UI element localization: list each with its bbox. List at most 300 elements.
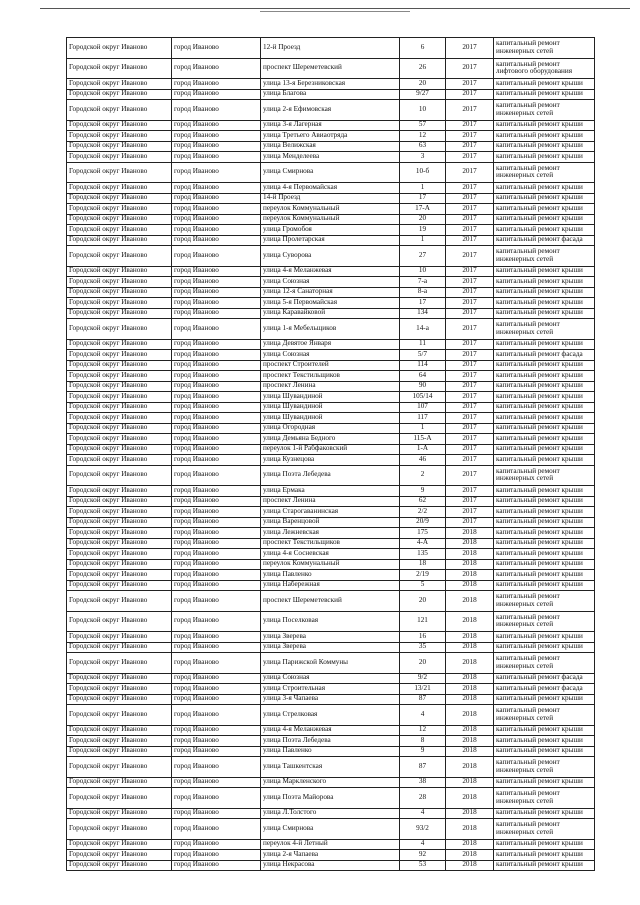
street-cell: улица 2-я Чапаева <box>261 850 400 861</box>
work-type-cell: капитальный ремонт крыши <box>494 423 595 434</box>
house-number-cell: 134 <box>400 308 446 319</box>
street-cell: улица 13-я Березниковская <box>261 79 400 90</box>
street-cell: улица 5-я Первомайская <box>261 298 400 309</box>
city-cell: город Иваново <box>172 444 261 455</box>
year-cell: 2017 <box>446 308 494 319</box>
year-cell: 2018 <box>446 528 494 539</box>
street-cell: улица Менделеева <box>261 152 400 163</box>
house-number-cell: 93/2 <box>400 819 446 840</box>
house-number-cell: 107 <box>400 402 446 413</box>
table-row <box>67 120 595 131</box>
district-cell: Городской округ Иваново <box>67 193 172 204</box>
work-type-cell: капитальный ремонт крыши <box>494 308 595 319</box>
city-cell: город Иваново <box>172 434 261 445</box>
year-cell: 2018 <box>446 757 494 778</box>
house-number-cell: 2/19 <box>400 570 446 581</box>
city-cell: город Иваново <box>172 183 261 194</box>
district-cell: Городской округ Иваново <box>67 819 172 840</box>
house-number-cell: 114 <box>400 360 446 371</box>
district-cell: Городской округ Иваново <box>67 152 172 163</box>
house-number-cell: 16 <box>400 632 446 643</box>
year-cell: 2017 <box>446 183 494 194</box>
street-cell: улица Демьяна Бедного <box>261 434 400 445</box>
city-cell: город Иваново <box>172 38 261 59</box>
house-number-cell: 4 <box>400 808 446 819</box>
work-type-cell: капитальный ремонт крыши <box>494 287 595 298</box>
house-number-cell: 20/9 <box>400 517 446 528</box>
street-cell: улица Старогаванинская <box>261 507 400 518</box>
work-type-cell: капитальный ремонт крыши <box>494 632 595 643</box>
district-cell: Городской округ Иваново <box>67 225 172 236</box>
table-row <box>67 757 595 778</box>
house-number-cell: 1 <box>400 235 446 246</box>
year-cell: 2017 <box>446 193 494 204</box>
city-cell: город Иваново <box>172 266 261 277</box>
work-type-cell: капитальный ремонт крыши <box>494 79 595 90</box>
table-row <box>67 580 595 591</box>
table-row <box>67 319 595 340</box>
district-cell: Городской округ Иваново <box>67 465 172 486</box>
year-cell: 2017 <box>446 89 494 100</box>
street-cell: улица 12-я Санаторная <box>261 287 400 298</box>
table-row <box>67 277 595 288</box>
street-cell: улица Набережная <box>261 580 400 591</box>
house-number-cell: 2/2 <box>400 507 446 518</box>
house-number-cell: 121 <box>400 611 446 632</box>
table-row <box>67 705 595 726</box>
street-cell: улица Стрелковая <box>261 705 400 726</box>
table-row <box>67 38 595 59</box>
table-row <box>67 308 595 319</box>
table-row <box>67 100 595 121</box>
work-type-cell: капитальный ремонт крыши <box>494 183 595 194</box>
street-cell: улица 4-я Меланжевая <box>261 266 400 277</box>
house-number-cell: 8-а <box>400 287 446 298</box>
street-cell: улица Кузнецова <box>261 455 400 466</box>
year-cell: 2018 <box>446 736 494 747</box>
work-type-cell: капитальный ремонт крыши <box>494 131 595 142</box>
city-cell: город Иваново <box>172 725 261 736</box>
district-cell: Городской округ Иваново <box>67 434 172 445</box>
district-cell: Городской округ Иваново <box>67 746 172 757</box>
year-cell: 2017 <box>446 235 494 246</box>
year-cell: 2017 <box>446 465 494 486</box>
street-cell: переулок Коммунальный <box>261 559 400 570</box>
work-type-cell: капитальный ремонт инженерных сетей <box>494 319 595 340</box>
work-type-cell: капитальный ремонт крыши <box>494 559 595 570</box>
work-type-cell: капитальный ремонт крыши <box>494 839 595 850</box>
district-cell: Городской округ Иваново <box>67 89 172 100</box>
work-type-cell: капитальный ремонт крыши <box>494 570 595 581</box>
street-cell: проспект Строителей <box>261 360 400 371</box>
table-row <box>67 444 595 455</box>
table-row <box>67 538 595 549</box>
house-number-cell: 9 <box>400 746 446 757</box>
street-cell: улица Лежневская <box>261 528 400 539</box>
district-cell: Городской округ Иваново <box>67 350 172 361</box>
work-type-cell: капитальный ремонт фасада <box>494 684 595 695</box>
year-cell: 2017 <box>446 277 494 288</box>
district-cell: Городской округ Иваново <box>67 204 172 215</box>
city-cell: город Иваново <box>172 528 261 539</box>
street-cell: улица Смирнова <box>261 819 400 840</box>
work-type-cell: капитальный ремонт крыши <box>494 339 595 350</box>
house-number-cell: 117 <box>400 413 446 424</box>
work-type-cell: капитальный ремонт крыши <box>494 860 595 871</box>
year-cell: 2017 <box>446 423 494 434</box>
city-cell: город Иваново <box>172 808 261 819</box>
year-cell: 2017 <box>446 517 494 528</box>
city-cell: город Иваново <box>172 277 261 288</box>
district-cell: Городской округ Иваново <box>67 214 172 225</box>
district-cell: Городской округ Иваново <box>67 319 172 340</box>
house-number-cell: 10 <box>400 100 446 121</box>
district-cell: Городской округ Иваново <box>67 371 172 382</box>
city-cell: город Иваново <box>172 350 261 361</box>
work-type-cell: капитальный ремонт инженерных сетей <box>494 611 595 632</box>
street-cell: улица Л.Толстого <box>261 808 400 819</box>
year-cell: 2018 <box>446 788 494 809</box>
house-number-cell: 63 <box>400 141 446 152</box>
work-type-cell: капитальный ремонт крыши <box>494 642 595 653</box>
year-cell: 2017 <box>446 350 494 361</box>
table-row <box>67 486 595 497</box>
district-cell: Городской округ Иваново <box>67 642 172 653</box>
district-cell: Городской округ Иваново <box>67 528 172 539</box>
city-cell: город Иваново <box>172 193 261 204</box>
table-row <box>67 517 595 528</box>
district-cell: Городской округ Иваново <box>67 360 172 371</box>
district-cell: Городской округ Иваново <box>67 100 172 121</box>
table-row <box>67 684 595 695</box>
city-cell: город Иваново <box>172 746 261 757</box>
street-cell: проспект Текстильщиков <box>261 538 400 549</box>
table-row <box>67 528 595 539</box>
street-cell: переулок Коммунальный <box>261 204 400 215</box>
city-cell: город Иваново <box>172 381 261 392</box>
table-row <box>67 392 595 403</box>
district-cell: Городской округ Иваново <box>67 632 172 643</box>
city-cell: город Иваново <box>172 538 261 549</box>
work-type-cell: капитальный ремонт крыши <box>494 89 595 100</box>
street-cell: улица Благова <box>261 89 400 100</box>
street-cell: проспект Шереметевский <box>261 591 400 612</box>
district-cell: Городской округ Иваново <box>67 402 172 413</box>
work-type-cell: капитальный ремонт инженерных сетей <box>494 819 595 840</box>
table-body <box>67 38 595 871</box>
table-row <box>67 736 595 747</box>
house-number-cell: 4-А <box>400 538 446 549</box>
house-number-cell: 64 <box>400 371 446 382</box>
year-cell: 2017 <box>446 360 494 371</box>
street-cell: улица Поэта Лебедева <box>261 736 400 747</box>
table-row <box>67 465 595 486</box>
district-cell: Городской округ Иваново <box>67 79 172 90</box>
street-cell: улица Павленко <box>261 570 400 581</box>
house-number-cell: 12 <box>400 131 446 142</box>
district-cell: Городской округ Иваново <box>67 58 172 79</box>
year-cell: 2018 <box>446 694 494 705</box>
city-cell: город Иваново <box>172 632 261 643</box>
city-cell: город Иваново <box>172 287 261 298</box>
city-cell: город Иваново <box>172 371 261 382</box>
work-type-cell: капитальный ремонт крыши <box>494 141 595 152</box>
year-cell: 2018 <box>446 653 494 674</box>
year-cell: 2017 <box>446 79 494 90</box>
house-number-cell: 13/21 <box>400 684 446 695</box>
house-number-cell: 115-А <box>400 434 446 445</box>
year-cell: 2017 <box>446 402 494 413</box>
street-cell: улица Поэта Майорова <box>261 788 400 809</box>
house-number-cell: 6 <box>400 38 446 59</box>
year-cell: 2018 <box>446 850 494 861</box>
table-row <box>67 131 595 142</box>
city-cell: город Иваново <box>172 141 261 152</box>
city-cell: город Иваново <box>172 507 261 518</box>
work-type-cell: капитальный ремонт инженерных сетей <box>494 591 595 612</box>
year-cell: 2017 <box>446 204 494 215</box>
city-cell: город Иваново <box>172 360 261 371</box>
house-number-cell: 46 <box>400 455 446 466</box>
work-type-cell: капитальный ремонт крыши <box>494 402 595 413</box>
table-row <box>67 350 595 361</box>
work-type-cell: капитальный ремонт инженерных сетей <box>494 38 595 59</box>
work-type-cell: капитальный ремонт крыши <box>494 694 595 705</box>
house-number-cell: 57 <box>400 120 446 131</box>
table-row <box>67 434 595 445</box>
district-cell: Городской округ Иваново <box>67 392 172 403</box>
house-number-cell: 92 <box>400 850 446 861</box>
table-row <box>67 246 595 267</box>
house-number-cell: 11 <box>400 339 446 350</box>
work-type-cell: капитальный ремонт крыши <box>494 204 595 215</box>
city-cell: город Иваново <box>172 653 261 674</box>
year-cell: 2017 <box>446 38 494 59</box>
city-cell: город Иваново <box>172 570 261 581</box>
district-cell: Городской округ Иваново <box>67 736 172 747</box>
city-cell: город Иваново <box>172 214 261 225</box>
street-cell: улица Суворова <box>261 246 400 267</box>
street-cell: 14-й Проезд <box>261 193 400 204</box>
house-number-cell: 17 <box>400 193 446 204</box>
street-cell: улица Огородная <box>261 423 400 434</box>
street-cell: улица Ермака <box>261 486 400 497</box>
year-cell: 2017 <box>446 131 494 142</box>
district-cell: Городской округ Иваново <box>67 611 172 632</box>
table-row <box>67 642 595 653</box>
street-cell: улица Громобоя <box>261 225 400 236</box>
work-type-cell: капитальный ремонт инженерных сетей <box>494 246 595 267</box>
city-cell: город Иваново <box>172 235 261 246</box>
year-cell: 2017 <box>446 381 494 392</box>
year-cell: 2017 <box>446 58 494 79</box>
street-cell: улица Ташкентская <box>261 757 400 778</box>
house-number-cell: 14-а <box>400 319 446 340</box>
district-cell: Городской округ Иваново <box>67 266 172 277</box>
city-cell: город Иваново <box>172 100 261 121</box>
year-cell: 2017 <box>446 486 494 497</box>
table-row <box>67 225 595 236</box>
street-cell: улица Пролетарская <box>261 235 400 246</box>
table-row <box>67 860 595 871</box>
table-row <box>67 808 595 819</box>
district-cell: Городской округ Иваново <box>67 808 172 819</box>
table-row <box>67 298 595 309</box>
city-cell: город Иваново <box>172 319 261 340</box>
city-cell: город Иваново <box>172 392 261 403</box>
work-type-cell: капитальный ремонт инженерных сетей <box>494 653 595 674</box>
street-cell: улица Союзная <box>261 673 400 684</box>
house-number-cell: 20 <box>400 591 446 612</box>
table-row <box>67 570 595 581</box>
street-cell: улица Некрасова <box>261 860 400 871</box>
street-cell: улица 4-я Сосневская <box>261 549 400 560</box>
city-cell: город Иваново <box>172 402 261 413</box>
house-number-cell: 9/27 <box>400 89 446 100</box>
district-cell: Городской округ Иваново <box>67 507 172 518</box>
year-cell: 2017 <box>446 371 494 382</box>
year-cell: 2018 <box>446 559 494 570</box>
year-cell: 2017 <box>446 266 494 277</box>
table-row <box>67 141 595 152</box>
work-type-cell: капитальный ремонт крыши <box>494 580 595 591</box>
district-cell: Городской округ Иваново <box>67 308 172 319</box>
street-cell: улица Зверева <box>261 632 400 643</box>
table-row <box>67 507 595 518</box>
city-cell: город Иваново <box>172 850 261 861</box>
district-cell: Городской округ Иваново <box>67 486 172 497</box>
house-number-cell: 105/14 <box>400 392 446 403</box>
table-row <box>67 839 595 850</box>
year-cell: 2018 <box>446 570 494 581</box>
work-type-cell: капитальный ремонт крыши <box>494 214 595 225</box>
year-cell: 2017 <box>446 413 494 424</box>
city-cell: город Иваново <box>172 788 261 809</box>
year-cell: 2017 <box>446 120 494 131</box>
city-cell: город Иваново <box>172 89 261 100</box>
district-cell: Городской округ Иваново <box>67 120 172 131</box>
capital-repair-table <box>66 37 595 871</box>
work-type-cell: капитальный ремонт крыши <box>494 381 595 392</box>
street-cell: улица 2-я Ефимовская <box>261 100 400 121</box>
street-cell: проспект Шереметевский <box>261 58 400 79</box>
city-cell: город Иваново <box>172 152 261 163</box>
year-cell: 2017 <box>446 507 494 518</box>
street-cell: улица Союзная <box>261 277 400 288</box>
year-cell: 2017 <box>446 455 494 466</box>
house-number-cell: 7-а <box>400 277 446 288</box>
table-row <box>67 673 595 684</box>
city-cell: город Иваново <box>172 162 261 183</box>
street-cell: 12-й Проезд <box>261 38 400 59</box>
table-row <box>67 89 595 100</box>
work-type-cell: капитальный ремонт крыши <box>494 507 595 518</box>
scan-top-rule-short <box>260 11 410 12</box>
work-type-cell: капитальный ремонт крыши <box>494 777 595 788</box>
street-cell: улица Варенцовой <box>261 517 400 528</box>
year-cell: 2018 <box>446 839 494 850</box>
house-number-cell: 9 <box>400 486 446 497</box>
work-type-cell: капитальный ремонт инженерных сетей <box>494 465 595 486</box>
city-cell: город Иваново <box>172 777 261 788</box>
district-cell: Городской округ Иваново <box>67 673 172 684</box>
work-type-cell: капитальный ремонт крыши <box>494 120 595 131</box>
city-cell: город Иваново <box>172 298 261 309</box>
city-cell: город Иваново <box>172 225 261 236</box>
work-type-cell: капитальный ремонт крыши <box>494 152 595 163</box>
table-row <box>67 235 595 246</box>
street-cell: улица Шувандиной <box>261 402 400 413</box>
year-cell: 2017 <box>446 100 494 121</box>
city-cell: город Иваново <box>172 413 261 424</box>
street-cell: улица Велижская <box>261 141 400 152</box>
house-number-cell: 17-А <box>400 204 446 215</box>
year-cell: 2017 <box>446 287 494 298</box>
street-cell: улица Девятое Января <box>261 339 400 350</box>
table-row <box>67 402 595 413</box>
house-number-cell: 87 <box>400 757 446 778</box>
house-number-cell: 28 <box>400 788 446 809</box>
year-cell: 2017 <box>446 339 494 350</box>
house-number-cell: 4 <box>400 839 446 850</box>
city-cell: город Иваново <box>172 465 261 486</box>
year-cell: 2017 <box>446 444 494 455</box>
work-type-cell: капитальный ремонт крыши <box>494 455 595 466</box>
city-cell: город Иваново <box>172 736 261 747</box>
street-cell: проспект Ленина <box>261 381 400 392</box>
work-type-cell: капитальный ремонт инженерных сетей <box>494 705 595 726</box>
work-type-cell: капитальный ремонт крыши <box>494 538 595 549</box>
house-number-cell: 5/7 <box>400 350 446 361</box>
city-cell: город Иваново <box>172 839 261 850</box>
city-cell: город Иваново <box>172 517 261 528</box>
work-type-cell: капитальный ремонт крыши <box>494 434 595 445</box>
work-type-cell: капитальный ремонт крыши <box>494 528 595 539</box>
street-cell: улица Парижской Коммуны <box>261 653 400 674</box>
street-cell: улица Поселковая <box>261 611 400 632</box>
work-type-cell: капитальный ремонт крыши <box>494 392 595 403</box>
district-cell: Городской округ Иваново <box>67 559 172 570</box>
city-cell: город Иваново <box>172 611 261 632</box>
district-cell: Городской округ Иваново <box>67 694 172 705</box>
work-type-cell: капитальный ремонт крыши <box>494 225 595 236</box>
house-number-cell: 17 <box>400 298 446 309</box>
city-cell: город Иваново <box>172 642 261 653</box>
table-row <box>67 455 595 466</box>
year-cell: 2017 <box>446 162 494 183</box>
work-type-cell: капитальный ремонт крыши <box>494 725 595 736</box>
table-row <box>67 381 595 392</box>
year-cell: 2017 <box>446 225 494 236</box>
street-cell: переулок Коммунальный <box>261 214 400 225</box>
city-cell: город Иваново <box>172 580 261 591</box>
house-number-cell: 10 <box>400 266 446 277</box>
table-row <box>67 162 595 183</box>
district-cell: Городской округ Иваново <box>67 705 172 726</box>
work-type-cell: капитальный ремонт крыши <box>494 266 595 277</box>
year-cell: 2018 <box>446 632 494 643</box>
district-cell: Городской округ Иваново <box>67 839 172 850</box>
table-row <box>67 746 595 757</box>
city-cell: город Иваново <box>172 559 261 570</box>
work-type-cell: капитальный ремонт крыши <box>494 736 595 747</box>
table-row <box>67 413 595 424</box>
district-cell: Городской округ Иваново <box>67 549 172 560</box>
district-cell: Городской округ Иваново <box>67 517 172 528</box>
house-number-cell: 4 <box>400 705 446 726</box>
street-cell: улица Смирнова <box>261 162 400 183</box>
table-row <box>67 777 595 788</box>
